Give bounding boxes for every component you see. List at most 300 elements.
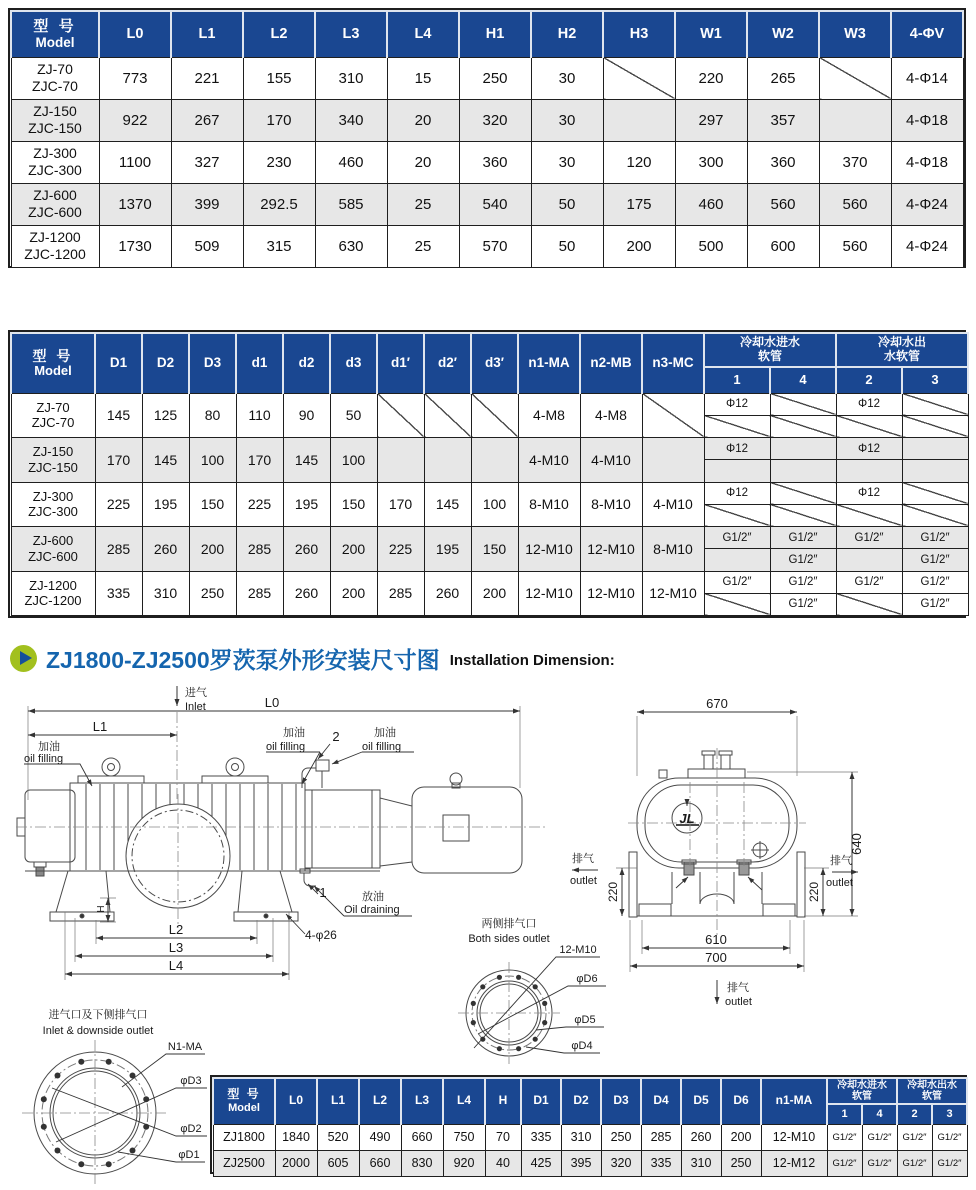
data-cell: 155 — [243, 57, 315, 99]
data-cell: 50 — [531, 183, 603, 225]
diagram-label-callout-1: 1 — [319, 885, 327, 900]
diagram-label-dim-h: H — [96, 905, 107, 913]
header-cell: 4 — [862, 1104, 897, 1124]
model-cell: ZJ2500 — [213, 1150, 275, 1176]
data-cell: 1100 — [99, 141, 171, 183]
data-cell: 490 — [359, 1124, 401, 1150]
hose-group-header: 冷却水进水 软管 — [704, 333, 836, 367]
flange-bolt — [480, 984, 485, 989]
data-cell: 1840 — [275, 1124, 317, 1150]
data-cell: 80 — [189, 393, 236, 438]
flange-bolt — [542, 1001, 547, 1006]
header-cell: H2 — [531, 11, 603, 57]
header-cell: D6 — [721, 1078, 761, 1124]
model-header-cell: 型 号 Model — [11, 333, 95, 393]
table-row — [213, 1150, 967, 1176]
empty-diagonal-cell — [902, 504, 968, 526]
data-cell: 320 — [601, 1150, 641, 1176]
header-cell: d2′ — [424, 333, 471, 393]
data-cell: G1/2″ — [827, 1150, 862, 1176]
header-cell: 4-ΦV — [891, 11, 963, 57]
diagram-label-drain-zh: 放油 — [362, 891, 384, 903]
data-cell: 4-Φ18 — [891, 141, 963, 183]
diagram-label-drain-en: Oil draining — [344, 904, 400, 916]
empty-diagonal-cell — [770, 415, 836, 437]
diagram-label-callout-2: 2 — [332, 729, 340, 744]
data-cell: 4-Φ14 — [891, 57, 963, 99]
header-cell: L1 — [317, 1078, 359, 1124]
empty-diagonal-cell — [424, 393, 471, 438]
flange-bolt — [533, 984, 538, 989]
data-cell: 4-M8 — [580, 393, 642, 438]
flange-bolt — [497, 975, 502, 980]
data-cell: G1/2″ — [836, 527, 902, 549]
data-cell: 310 — [561, 1124, 601, 1150]
header-cell: H — [485, 1078, 521, 1124]
header-cell: n1-MA — [761, 1078, 827, 1124]
header-cell: W3 — [819, 11, 891, 57]
diagram-label-dim-670: 670 — [706, 696, 728, 711]
flange-bolt — [106, 1161, 112, 1167]
data-cell: 20 — [387, 99, 459, 141]
data-cell: 100 — [330, 438, 377, 483]
data-cell: 265 — [747, 57, 819, 99]
flange-bolt — [55, 1073, 61, 1079]
data-cell: 285 — [236, 571, 283, 616]
header-cell: D3 — [601, 1078, 641, 1124]
data-cell: 195 — [283, 482, 330, 527]
diagram-label-fa-d5: φD5 — [574, 1014, 596, 1026]
diagram-label-oil2-zh: 加油 — [283, 727, 305, 739]
header-cell: D3 — [189, 333, 236, 393]
data-cell: G1/2″ — [770, 571, 836, 593]
data-cell: 285 — [236, 527, 283, 572]
data-cell: G1/2″ — [827, 1124, 862, 1150]
data-cell: 360 — [747, 141, 819, 183]
data-cell: 4-M8 — [518, 393, 580, 438]
data-cell: 170 — [95, 438, 142, 483]
table-row — [11, 393, 968, 415]
data-cell: 100 — [471, 482, 518, 527]
data-cell: 750 — [443, 1124, 485, 1150]
table-row — [11, 57, 963, 99]
data-cell: 520 — [317, 1124, 359, 1150]
data-cell: 200 — [721, 1124, 761, 1150]
diagram-label-oil3-en: oil filling — [362, 741, 402, 753]
data-cell: G1/2″ — [770, 549, 836, 571]
data-cell: G1/2″ — [770, 593, 836, 615]
data-cell: 570 — [459, 225, 531, 267]
dimension-table-zj1800-zj2500 — [210, 1075, 967, 1174]
data-cell: 4-M10 — [518, 438, 580, 483]
diagram-label-inlet-zh: 进气 — [185, 687, 207, 699]
data-cell: 200 — [330, 527, 377, 572]
data-cell: 267 — [171, 99, 243, 141]
header-cell: 1 — [827, 1104, 862, 1124]
empty-diagonal-cell — [704, 460, 770, 482]
data-cell: 230 — [243, 141, 315, 183]
empty-diagonal-cell — [836, 460, 902, 482]
data-cell: 1370 — [99, 183, 171, 225]
data-cell: 220 — [675, 57, 747, 99]
flange-bolt — [497, 1046, 502, 1051]
data-cell: Φ12 — [836, 482, 902, 504]
table-row — [11, 527, 968, 549]
data-cell: 250 — [459, 57, 531, 99]
data-cell: G1/2″ — [902, 571, 968, 593]
data-cell: 773 — [99, 57, 171, 99]
diagram-label-dim-640: 640 — [849, 833, 864, 855]
diagram-label-inlet-en: Inlet — [185, 701, 206, 713]
empty-diagonal-cell — [770, 504, 836, 526]
data-cell: 335 — [521, 1124, 561, 1150]
header-cell: L2 — [359, 1078, 401, 1124]
diagram-label-fa-d6: φD6 — [576, 973, 598, 985]
data-cell: 340 — [315, 99, 387, 141]
data-cell: 200 — [330, 571, 377, 616]
data-cell: 327 — [171, 141, 243, 183]
empty-diagonal-cell — [377, 438, 424, 483]
empty-diagonal-cell — [770, 482, 836, 504]
data-cell: G1/2″ — [862, 1124, 897, 1150]
data-cell: 12-M10 — [761, 1124, 827, 1150]
data-cell: Φ12 — [836, 438, 902, 460]
data-cell: 225 — [95, 482, 142, 527]
hose-group-header: 冷却水出水 软管 — [897, 1078, 967, 1104]
data-cell: 8-M10 — [642, 527, 704, 572]
data-cell: 170 — [377, 482, 424, 527]
data-cell: G1/2″ — [862, 1150, 897, 1176]
model-cell: ZJ-70 ZJC-70 — [11, 57, 99, 99]
diagram-label-fa-d4: φD4 — [571, 1040, 593, 1052]
table-row — [213, 1124, 967, 1150]
empty-diagonal-cell — [424, 438, 471, 483]
model-cell: ZJ-150 ZJC-150 — [11, 99, 99, 141]
data-cell: 12-M10 — [580, 571, 642, 616]
diagram-label-oil2-en: oil filling — [266, 741, 306, 753]
diagram-label-fb-d3: φD3 — [180, 1075, 202, 1087]
diagram-label-dim-220r: 220 — [807, 881, 821, 903]
model-header-cell: 型 号 Model — [11, 11, 99, 57]
header-cell: W1 — [675, 11, 747, 57]
data-cell: 315 — [243, 225, 315, 267]
dimension-table-ports-grid — [10, 332, 969, 616]
diagram-label-dim-220l: 220 — [606, 881, 620, 903]
header-cell: L0 — [99, 11, 171, 57]
diagram-label-outb-zh: 排气 — [727, 982, 749, 994]
diagram-label-logo-jl: JL — [679, 811, 695, 826]
data-cell: 30 — [531, 99, 603, 141]
data-cell: 70 — [485, 1124, 521, 1150]
data-cell: 175 — [603, 183, 675, 225]
table-row — [11, 183, 963, 225]
data-cell: G1/2″ — [902, 527, 968, 549]
data-cell: G1/2″ — [704, 571, 770, 593]
data-cell: 509 — [171, 225, 243, 267]
flange-bolt — [78, 1059, 84, 1065]
diagram-label-oil1-en: oil filling — [24, 753, 64, 765]
header-cell: D4 — [641, 1078, 681, 1124]
data-cell: 297 — [675, 99, 747, 141]
data-cell: 50 — [330, 393, 377, 438]
header-cell: d1′ — [377, 333, 424, 393]
data-cell: 560 — [747, 183, 819, 225]
diagram-label-dim-l0: L0 — [264, 695, 280, 710]
data-cell: 335 — [641, 1150, 681, 1176]
header-cell: L1 — [171, 11, 243, 57]
data-cell: 100 — [189, 438, 236, 483]
data-cell: 225 — [236, 482, 283, 527]
data-cell: G1/2″ — [897, 1150, 932, 1176]
data-cell: 4-M10 — [642, 482, 704, 527]
dimension-table-zj1800-zj2500-grid — [212, 1077, 968, 1177]
header-cell: D2 — [142, 333, 189, 393]
data-cell: 585 — [315, 183, 387, 225]
data-cell: G1/2″ — [932, 1124, 967, 1150]
empty-diagonal-cell — [642, 438, 704, 483]
header-cell: 2 — [897, 1104, 932, 1124]
empty-diagonal-cell — [471, 438, 518, 483]
empty-diagonal-cell — [836, 504, 902, 526]
empty-diagonal-cell — [704, 504, 770, 526]
header-cell: 4 — [770, 367, 836, 393]
data-cell: 4-Φ24 — [891, 183, 963, 225]
data-cell: 12-M10 — [518, 527, 580, 572]
data-cell: 600 — [747, 225, 819, 267]
data-cell: Φ12 — [704, 438, 770, 460]
data-cell: G1/2″ — [932, 1150, 967, 1176]
header-cell: L2 — [243, 11, 315, 57]
data-cell: 260 — [424, 571, 471, 616]
data-cell: 2000 — [275, 1150, 317, 1176]
flange-bolt — [41, 1124, 47, 1130]
diagram-label-dim-l3: L3 — [168, 940, 184, 955]
empty-diagonal-cell — [902, 482, 968, 504]
header-cell: L4 — [443, 1078, 485, 1124]
data-cell: 110 — [236, 393, 283, 438]
data-cell: G1/2″ — [897, 1124, 932, 1150]
header-cell: L3 — [401, 1078, 443, 1124]
data-cell: 4-Φ24 — [891, 225, 963, 267]
data-cell: 1730 — [99, 225, 171, 267]
empty-diagonal-cell — [836, 549, 902, 571]
data-cell: 40 — [485, 1150, 521, 1176]
header-cell: D1 — [521, 1078, 561, 1124]
data-cell: 125 — [142, 393, 189, 438]
header-cell: W2 — [747, 11, 819, 57]
flange-bolt — [480, 1037, 485, 1042]
header-cell: 1 — [704, 367, 770, 393]
header-cell: 3 — [902, 367, 968, 393]
empty-diagonal-cell — [704, 415, 770, 437]
diagram-label-fb-title-zh: 进气口及下侧排气口 — [48, 1009, 148, 1021]
data-cell: 50 — [531, 225, 603, 267]
data-cell: 357 — [747, 99, 819, 141]
flange-bolt — [516, 975, 521, 980]
diagram-label-dim-4phi26: 4-φ26 — [305, 928, 337, 942]
data-cell: 250 — [189, 571, 236, 616]
table-row — [11, 571, 968, 593]
table-row — [11, 225, 963, 267]
header-cell: L4 — [387, 11, 459, 57]
empty-diagonal-cell — [603, 57, 675, 99]
data-cell: 150 — [189, 482, 236, 527]
data-cell: 660 — [401, 1124, 443, 1150]
empty-diagonal-cell — [836, 593, 902, 615]
data-cell: 8-M10 — [518, 482, 580, 527]
empty-diagonal-cell — [902, 438, 968, 460]
header-cell: H3 — [603, 11, 675, 57]
data-cell: 285 — [641, 1124, 681, 1150]
data-cell: 4-Φ18 — [891, 99, 963, 141]
data-cell: 630 — [315, 225, 387, 267]
header-cell: D2 — [561, 1078, 601, 1124]
diagram-label-fa-title-zh: 两侧排气口 — [481, 918, 537, 930]
section-title-en: Installation Dimension: — [449, 651, 615, 669]
diagram-label-dim-l4: L4 — [168, 958, 184, 973]
model-header-cell: 型 号 Model — [213, 1078, 275, 1124]
data-cell: 90 — [283, 393, 330, 438]
diagram-label-fb-title-en: Inlet & downside outlet — [42, 1025, 154, 1037]
section-title-zh: ZJ1800-ZJ2500罗茨泵外形安装尺寸图 — [46, 646, 440, 673]
data-cell: 300 — [675, 141, 747, 183]
diagram-label-fb-n1ma: N1-MA — [167, 1041, 203, 1053]
table-row — [11, 438, 968, 460]
data-cell: G1/2″ — [770, 527, 836, 549]
data-cell: 395 — [561, 1150, 601, 1176]
header-cell: 2 — [836, 367, 902, 393]
diagram-label-outr-zh: 排气 — [830, 855, 852, 867]
header-cell: 3 — [932, 1104, 967, 1124]
pump-side-view — [17, 758, 522, 921]
data-cell: 260 — [283, 527, 330, 572]
data-cell: 200 — [189, 527, 236, 572]
diagram-label-dim-700: 700 — [705, 950, 727, 965]
data-cell: 260 — [142, 527, 189, 572]
data-cell: 540 — [459, 183, 531, 225]
empty-diagonal-cell — [819, 57, 891, 99]
empty-diagonal-cell — [642, 393, 704, 438]
model-cell: ZJ-600 ZJC-600 — [11, 527, 95, 572]
header-cell: n2-MB — [580, 333, 642, 393]
flange-bolt — [533, 1037, 538, 1042]
data-cell: 260 — [681, 1124, 721, 1150]
data-cell: 250 — [601, 1124, 641, 1150]
data-cell: 30 — [531, 57, 603, 99]
model-cell: ZJ-1200 ZJC-1200 — [11, 571, 95, 616]
data-cell: 200 — [603, 225, 675, 267]
diagram-label-dim-l2: L2 — [168, 922, 184, 937]
data-cell: 560 — [819, 183, 891, 225]
diagram-label-outb-en: outlet — [725, 996, 752, 1008]
diagram-label-dim-610: 610 — [705, 932, 727, 947]
data-cell: 660 — [359, 1150, 401, 1176]
data-cell: G1/2″ — [704, 527, 770, 549]
data-cell: 425 — [521, 1150, 561, 1176]
header-cell: H1 — [459, 11, 531, 57]
data-cell: 12-M10 — [580, 527, 642, 572]
data-cell: 145 — [95, 393, 142, 438]
data-cell: 399 — [171, 183, 243, 225]
empty-diagonal-cell — [704, 593, 770, 615]
data-cell: 221 — [171, 57, 243, 99]
data-cell: 460 — [675, 183, 747, 225]
empty-diagonal-cell — [704, 549, 770, 571]
dimension-table-overall-grid — [10, 10, 964, 268]
empty-diagonal-cell — [902, 460, 968, 482]
data-cell: 310 — [315, 57, 387, 99]
model-cell: ZJ1800 — [213, 1124, 275, 1150]
data-cell: 225 — [377, 527, 424, 572]
empty-diagonal-cell — [770, 393, 836, 415]
model-cell: ZJ-300 ZJC-300 — [11, 482, 95, 527]
data-cell: 12-M10 — [642, 571, 704, 616]
data-cell: 310 — [681, 1150, 721, 1176]
flange-bolt — [516, 1046, 521, 1051]
diagram-label-oil3-zh: 加油 — [374, 727, 396, 739]
flange-bolt — [471, 1020, 476, 1025]
flange-bolt — [542, 1020, 547, 1025]
data-cell: 25 — [387, 225, 459, 267]
diagram-label-fb-d1: φD1 — [178, 1149, 200, 1161]
data-cell: 25 — [387, 183, 459, 225]
data-cell: 8-M10 — [580, 482, 642, 527]
data-cell: 922 — [99, 99, 171, 141]
model-cell: ZJ-300 ZJC-300 — [11, 141, 99, 183]
data-cell: 370 — [819, 141, 891, 183]
data-cell: 292.5 — [243, 183, 315, 225]
data-cell: 145 — [424, 482, 471, 527]
flange-bolt — [471, 1001, 476, 1006]
empty-diagonal-cell — [770, 438, 836, 460]
data-cell: 310 — [142, 571, 189, 616]
data-cell: 335 — [95, 571, 142, 616]
data-cell: 170 — [243, 99, 315, 141]
diagram-label-fa-12m10: 12-M10 — [559, 944, 597, 956]
data-cell: 920 — [443, 1150, 485, 1176]
data-cell: 12-M12 — [761, 1150, 827, 1176]
model-cell: ZJ-1200 ZJC-1200 — [11, 225, 99, 267]
diagram-label-fb-d2: φD2 — [180, 1123, 202, 1135]
empty-diagonal-cell — [902, 393, 968, 415]
table-row — [11, 141, 963, 183]
data-cell: 200 — [471, 571, 518, 616]
dimension-table-overall — [8, 8, 966, 268]
data-cell: 150 — [471, 527, 518, 572]
data-cell: 15 — [387, 57, 459, 99]
data-cell: 145 — [142, 438, 189, 483]
data-cell: 120 — [603, 141, 675, 183]
flange-bolt — [78, 1161, 84, 1167]
table-row — [11, 99, 963, 141]
diagram-label-dim-l1: L1 — [92, 719, 108, 734]
empty-diagonal-cell — [377, 393, 424, 438]
data-cell: 195 — [142, 482, 189, 527]
data-cell: 150 — [330, 482, 377, 527]
data-cell: 560 — [819, 225, 891, 267]
hose-group-header: 冷却水出 水软管 — [836, 333, 968, 367]
data-cell: Φ12 — [704, 482, 770, 504]
data-cell: 195 — [424, 527, 471, 572]
data-cell: 460 — [315, 141, 387, 183]
diagram-label-outr-en: outlet — [826, 877, 853, 889]
data-cell: 605 — [317, 1150, 359, 1176]
data-cell: 285 — [95, 527, 142, 572]
data-cell: 145 — [283, 438, 330, 483]
data-cell: 285 — [377, 571, 424, 616]
model-cell: ZJ-70 ZJC-70 — [11, 393, 95, 438]
empty-diagonal-cell — [471, 393, 518, 438]
